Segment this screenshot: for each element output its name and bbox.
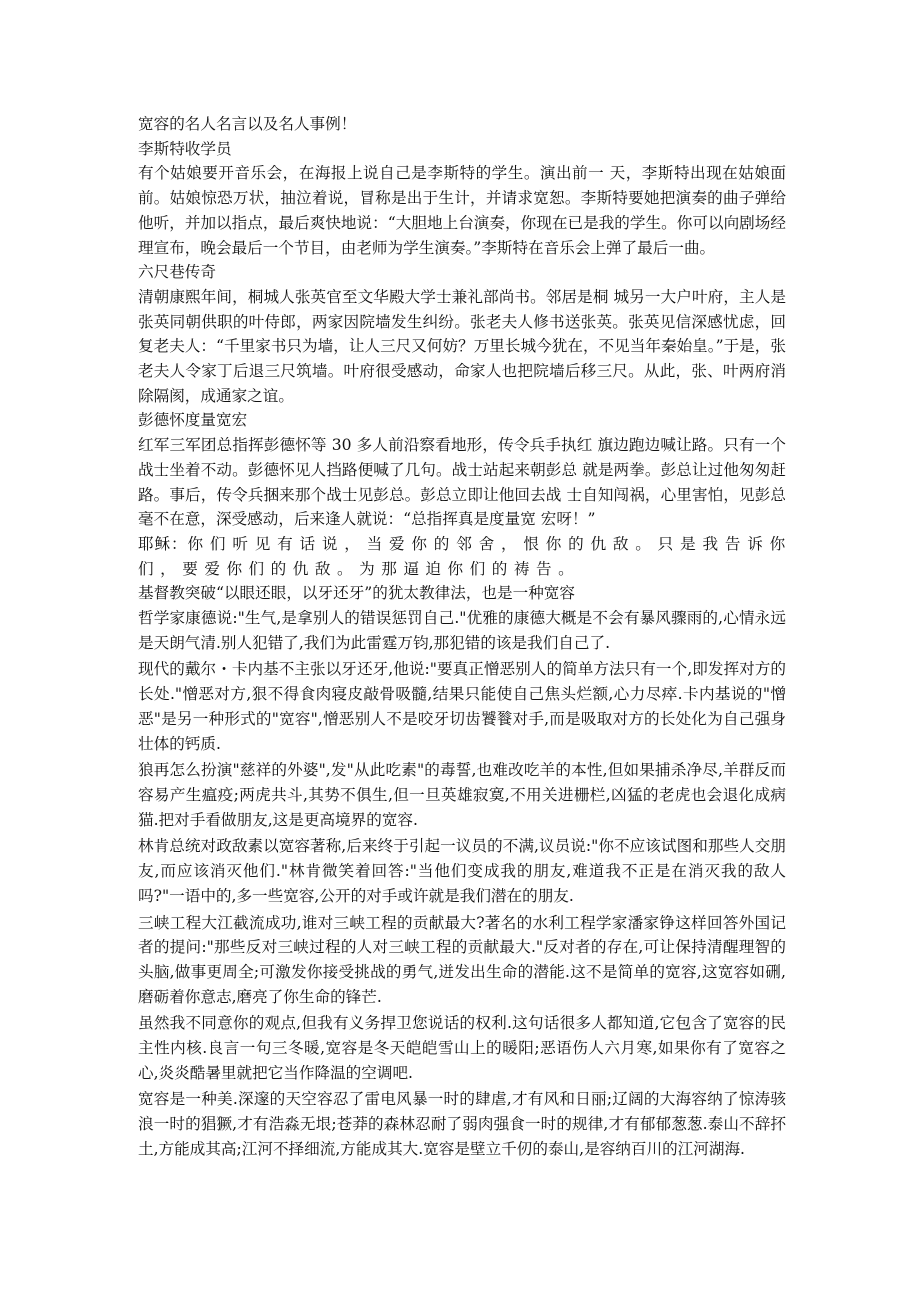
paragraph-carnegie: 现代的戴尔・卡内基不主张以牙还牙,他说:"要真正憎恶别人的简单方法只有一个,即发挥对方的长处."憎恶对方,狠不得食肉寝皮敲骨吸髓,结果只能使自己焦头烂额,心力尽瘁.卡内基说的"憎恶"是另一种形式的"宽容",憎恶别人不是咬牙切齿饕餮对手,而是吸取对方的长处化为自己强身壮体的钙质. — [138, 660, 786, 753]
paragraph-jesus-quote: 耶稣：你 们 听 见 有 话 说 ， 当 爱 你 的 邻 舍 ， 恨 你 的 仇 敌 。 只 是 我 告 诉 你 们 ， 要 爱 你 们 的 仇 敌 。 为 那 逼 迫 你 们 的 祷 告 。 — [138, 534, 786, 578]
paragraph-peng-dehuai-story: 红军三军团总指挥彭德怀等 30 多人前沿察看地形，传令兵手执红 旗边跑边喊让路。只有一个战士坐着不动。彭德怀见人挡路便喊了几句。战士站起来朝彭总 就是两拳。彭总让过他匆匆赶路。事后，传令兵捆来那个战士见彭总。彭总立即让他回去战 士自知闯祸，心里害怕，见彭总毫不在意，深受感动，后来逢人就说：“总指挥真是度量宽 宏呀！” — [138, 436, 786, 529]
document-title: 宽容的名人名言以及名人事例！ — [138, 115, 357, 133]
section-heading-six-chi-alley: 六尺巷传奇 — [138, 263, 216, 282]
paragraph-kant: 哲学家康德说:"生气,是拿别人的错误惩罚自己."优雅的康德大概是不会有暴风骤雨的,心情永远是天朗气清.别人犯错了,我们为此雷霆万钧,那犯错的该是我们自己了. — [138, 609, 786, 652]
section-heading-peng-dehuai: 彭德怀度量宽宏 — [138, 411, 248, 430]
section-heading-liszt: 李斯特收学员 — [138, 139, 232, 158]
document-body — [138, 112, 786, 1162]
paragraph-liszt-story: 有个姑娘要开音乐会，在海报上说自己是李斯特的学生。演出前一 天，李斯特出现在姑娘面前。姑娘惊恐万状，抽泣着说，冒称是出于生计，并请求宽恕。李斯特要她把演奏的曲子弹给他听，并加以指点，最后爽快地说：“大胆地上台演奏，你现在已是我的学生。你可以向剧场经理宣布，晚会最后一个节目，由老师为学生演奏。”李斯特在音乐会上弹了最后一曲。 — [138, 164, 786, 257]
paragraph-three-gorges: 三峡工程大江截流成功,谁对三峡工程的贡献最大?著名的水利工程学家潘家铮这样回答外国记者的提问:"那些反对三峡过程的人对三峡工程的贡献最大."反对者的存在,可让保持清醒理智的头脑,做事更周全;可激发你接受挑战的勇气,迸发出生命的潜能.这不是简单的宽容,这宽容如硎,磨砺着你意志,磨亮了你生命的锋芒. — [138, 913, 786, 1006]
paragraph-lincoln: 林肯总统对政敌素以宽容著称,后来终于引起一议员的不满,议员说:"你不应该试图和那些人交朋友,而应该消灭他们."林肯微笑着回答:"当他们变成我的朋友,难道我不正是在消灭我的敌人吗?"一语中的,多一些宽容,公开的对手或许就是我们潜在的朋友. — [138, 837, 786, 905]
paragraph-wolf: 狼再怎么扮演"慈祥的外婆",发"从此吃素"的毒誓,也难改吃羊的本性,但如果捕杀净尽,羊群反而容易产生瘟疫;两虎共斗,其势不俱生,但一旦英雄寂寞,不用关进栅栏,凶猛的老虎也会退化成病猫.把对手看做朋友,这是更高境界的宽容. — [138, 761, 786, 829]
paragraph-six-chi-alley-story: 清朝康熙年间，桐城人张英官至文华殿大学士兼礼部尚书。邻居是桐 城另一大户叶府，主人是张英同朝供职的叶侍郎，两家因院墙发生纠纷。张老夫人修书送张英。张英见信深感忧虑，回复老夫人：“千里家书只为墙，让人三尺又何妨？万里长城今犹在，不见当年秦始皇。”于是，张老夫人令家丁后退三尺筑墙。叶府很受感动，命家人也把院墙后移三尺。从此，张、叶两府消除隔阂，成通家之谊。 — [138, 287, 786, 405]
paragraph-tolerance-beauty: 宽容是一种美.深邃的天空容忍了雷电风暴一时的肆虐,才有风和日丽;辽阔的大海容纳了惊涛骇浪一时的猖獗,才有浩淼无垠;苍莽的森林忍耐了弱肉强食一时的规律,才有郁郁葱葱.泰山不辞抔土,方能成其高;江河不择细流,方能成其大.宽容是壁立千仞的泰山,是容纳百川的江河湖海. — [138, 1090, 786, 1158]
section-heading-christianity: 基督教突破“以眼还眼，以牙还牙”的犹太教律法，也是一种宽容 — [138, 584, 575, 603]
paragraph-free-speech: 虽然我不同意你的观点,但我有义务捍卫您说话的权利.这句话很多人都知道,它包含了宽容的民主性内核.良言一句三冬暖,宽容是冬天皑皑雪山上的暖阳;恶语伤人六月寒,如果你有了宽容之心,炎炎酷暑里就把它当作降温的空调吧. — [138, 1014, 786, 1082]
